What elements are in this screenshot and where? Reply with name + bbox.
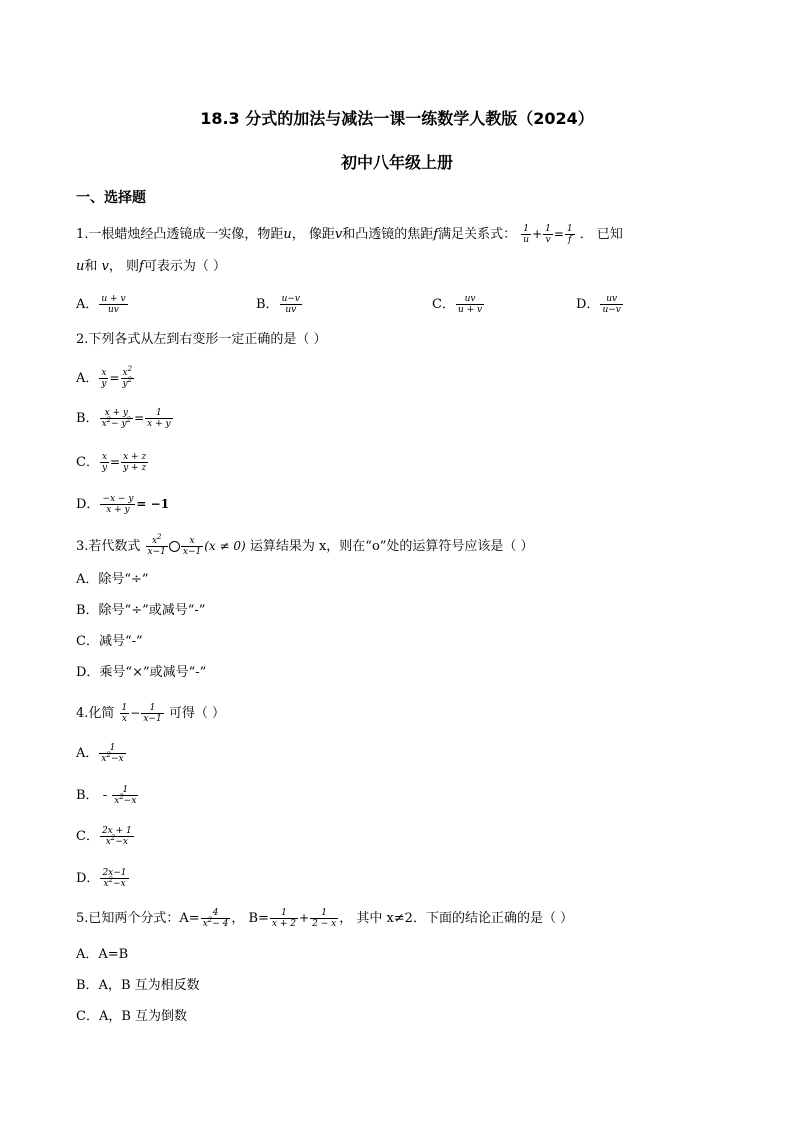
question-2-stem: 2.下列各式从左到右变形一定正确的是（ ） [76,332,327,347]
document-title: 18.3 分式的加法与减法一课一练数学人教版（2024） [200,109,594,128]
question-1-option-c: C． $\frac{uv}{u + v}$ [432,294,483,315]
question-2-option-d: D． $\frac{-x - y}{x + y}$ = −1 [76,494,170,515]
question-3-option-d: D．乘号“×”或减号“-” [76,665,207,680]
question-2-option-c: C． $\frac{x}{y}$ = $\frac{x + z}{y + z}$ [76,452,147,473]
question-4-option-a: A． $\frac{1}{x^2-x}$ [76,743,124,764]
question-3-option-c: C．减号“-” [76,634,143,649]
question-3-stem: 3.若代数式 $\frac{x^2}{x-1}$ $\frac{x}{x-1}$ (x ≠ 0) 运算结果为 x，则在“o”处的运算符号应该是（ ） [76,533,534,557]
question-1-line-1: 1.一根蜡烛经凸透镜成一实像，物距u， 像距v和凸透镜的焦距f满足关系式： $\frac{1}{u}$ + $\frac{1}{v}$ = $\frac{1}{f}$ ． 已知 [76,224,623,245]
question-4-option-c: C． $\frac{2x + 1}{x^2-x}$ [76,826,132,847]
question-1-option-b: B． $\frac{u-v}{uv}$ [256,294,300,315]
question-5-stem: 5.已知两个分式：A= $\frac{4}{x^2- 4}$ ， B= $\frac{1}{x + 2}$ + $\frac{1}{2 - x}$ ， 其中 x≠2．下面的结论正确的是（ ） [76,908,574,929]
document-subtitle: 初中八年级上册 [340,153,453,172]
question-4-option-b: B． - $\frac{1}{x^2-x}$ [76,785,137,806]
question-5-option-c: C．A，B 互为倒数 [76,1009,188,1024]
question-2-option-b: B． $\frac{x + y}{x^2- y^2}$ = $\frac{1}{x + y}$ [76,408,171,429]
question-5-option-b: B．A，B 互为相反数 [76,978,200,993]
operator-circle-icon [169,541,180,552]
section-heading: 一、选择题 [76,190,146,206]
question-1-option-d: D． $\frac{uv}{u-v}$ [576,294,621,315]
question-4-option-d: D． $\frac{2x-1}{x^2-x}$ [76,868,127,889]
question-1-line-2: u和 v， 则f可表示为（ ） [76,259,226,274]
question-4-stem: 4.化简 $\frac{1}{x}$ − $\frac{1}{x-1}$ 可得（ ） [76,703,225,724]
question-2-option-a: A． $\frac{x}{y}$ = $\frac{x^2}{y^2}$ [76,365,133,389]
question-1-option-a: A． $\frac{u + v}{uv}$ [76,294,126,315]
question-5-option-a: A．A=B [76,947,129,962]
question-3-option-b: B．除号“÷”或减号“-” [76,603,206,618]
question-3-option-a: A．除号“÷” [76,572,149,587]
lens-formula: $\frac{1}{u}$ + $\frac{1}{v}$ = $\frac{1}{f}$ [523,224,573,245]
